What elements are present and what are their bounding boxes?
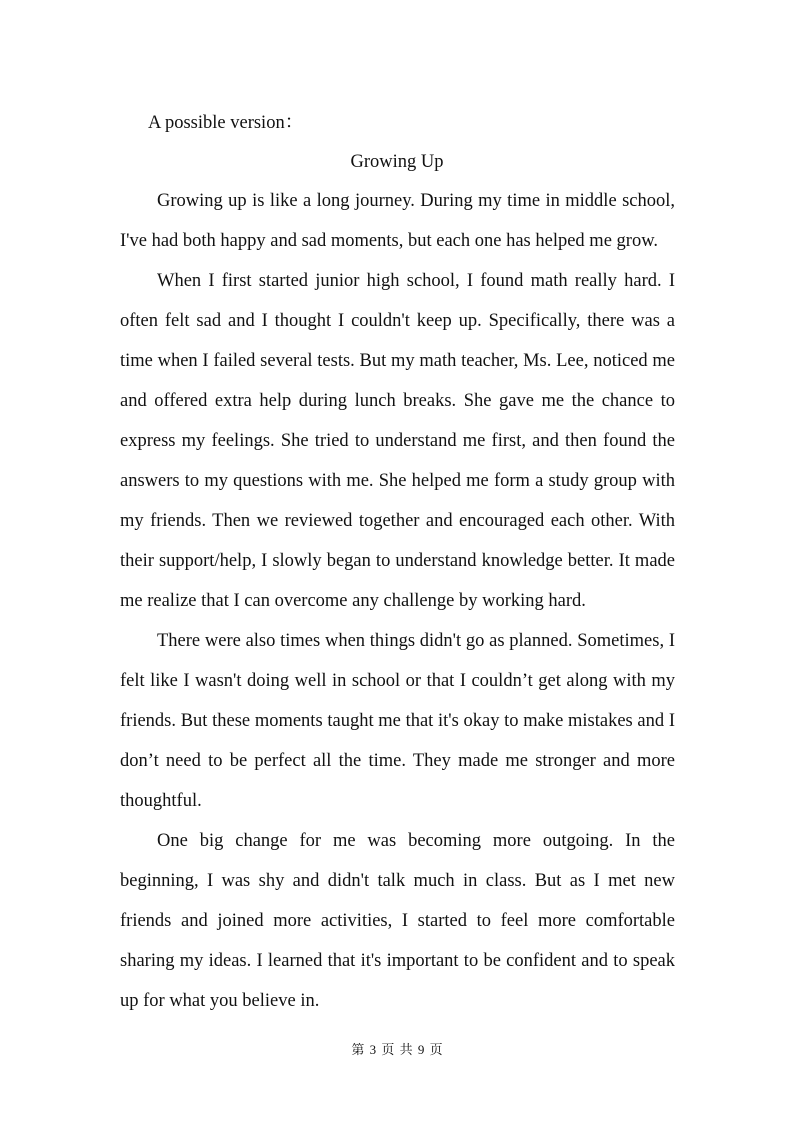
essay-title: Growing Up — [350, 152, 444, 172]
page-number-footer: 第 3 页 共 9 页 — [351, 1042, 443, 1057]
essay-paragraph-4: One big change for me was becoming more outgoing. In the beginning, I was shy and didn't talk much in class. But as I met new friends and joined more activities, I started to feel more comfortable sharing my ideas. I learned that it's important to be confident and to speak up for what you believe in. — [120, 831, 675, 1011]
essay-paragraph-1: Growing up is like a long journey. During my time in middle school, I've had both happy and sad moments, but each one has helped me grow. — [120, 191, 675, 251]
essay-paragraph-3: There were also times when things didn't go as planned. Sometimes, I felt like I wasn't doing well in school or that I couldn’t get along with my friends. But these moments taught me that it's okay to make mistakes and I don’t need to be perfect all the time. They made me stronger and more thoughtful. — [120, 631, 675, 811]
essay-body — [120, 181, 675, 1021]
intro-label: A possible version： — [148, 113, 304, 133]
essay-paragraph-2: When I first started junior high school, I found math really hard. I often felt sad and I thought I couldn't keep up. Specifically, there was a time when I failed several tests. But my math teacher, Ms. Lee, noticed me and offered extra help during lunch breaks. She gave me the chance to express my feelings. She tried to understand me first, and then found the answers to my questions with me. She helped me form a study group with my friends. Then we reviewed together and encouraged each other. With their support/help, I slowly began to understand knowledge better. It made me realize that I can overcome any challenge by working hard. — [120, 271, 675, 611]
